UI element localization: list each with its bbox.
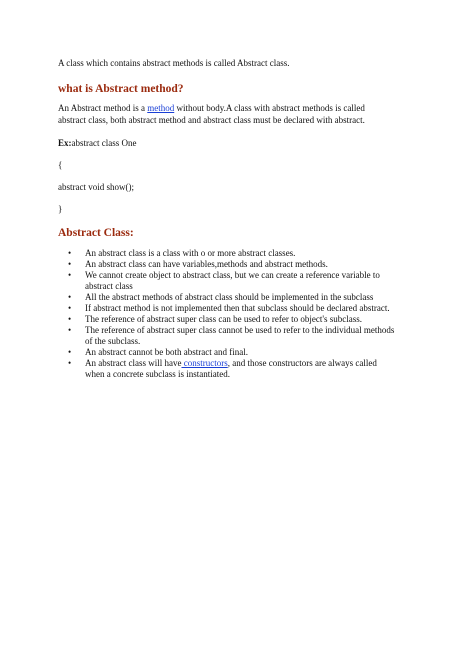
list-item-continuation: abstract class	[85, 281, 133, 291]
example-line	[58, 138, 136, 149]
list-item-text: An abstract class is a class with o or more abstract classes.	[85, 248, 296, 258]
example-method-line: abstract void show();	[58, 182, 134, 192]
heading-abstract-class: Abstract Class:	[58, 227, 134, 239]
paragraph-text-before-link: An Abstract method is a	[58, 103, 148, 113]
example-code-line: abstract class One	[71, 138, 137, 148]
list-item-text: An abstract cannot be both abstract and final.	[85, 347, 248, 357]
bullet-icon: •	[68, 270, 72, 280]
heading-abstract-method: what is Abstract method?	[58, 83, 184, 95]
list-item-text-before-link: An abstract class will have	[85, 358, 182, 368]
list-item-text: An abstract class can have variables,methods and abstract methods.	[85, 259, 328, 269]
list-item	[68, 347, 428, 358]
list-item-text: If abstract method is not implemented then that subclass should be declared abstract.	[85, 303, 390, 313]
list-item-text: We cannot create object to abstract class, but we can create a reference variable to	[85, 270, 380, 280]
list-item	[68, 303, 428, 314]
list-item	[68, 314, 428, 325]
list-item	[68, 270, 428, 292]
example-label: Ex:	[58, 138, 72, 148]
paragraph-line-1	[58, 103, 365, 114]
list-item-text-after-link: , and those constructors are always called	[227, 358, 377, 368]
constructors-link[interactable]: constructors	[181, 358, 228, 368]
bullet-icon: •	[68, 358, 72, 368]
list-item-text: The reference of abstract super class can be used to refer to object's subclass.	[85, 314, 363, 324]
bullet-icon: •	[68, 248, 72, 258]
list-item	[68, 292, 428, 303]
list-item-text: The reference of abstract super class cannot be used to refer to the individual methods	[85, 325, 395, 335]
list-item	[68, 248, 428, 259]
list-item-continuation: when a concrete subclass is instantiated.	[85, 369, 230, 379]
list-item-text: All the abstract methods of abstract class should be implemented in the subclass	[85, 292, 374, 302]
bullet-icon: •	[68, 314, 72, 324]
bullet-icon: •	[68, 325, 72, 335]
bullet-icon: •	[68, 259, 72, 269]
bullet-icon: •	[68, 292, 72, 302]
close-brace: }	[58, 204, 63, 214]
paragraph-text-after-link: without body.A class with abstract methods is called	[174, 103, 365, 113]
paragraph-line-2: abstract class, both abstract method and abstract class must be declared with abstract.	[58, 115, 365, 125]
bullet-icon: •	[68, 303, 72, 313]
list-item	[68, 325, 428, 347]
abstract-class-bullet-list	[68, 248, 428, 380]
intro-text: A class which contains abstract methods is called Abstract class.	[58, 58, 290, 68]
method-link[interactable]: method	[147, 103, 175, 113]
list-item-continuation: of the subclass.	[85, 336, 141, 346]
list-item	[68, 259, 428, 270]
open-brace: {	[58, 160, 63, 170]
list-item	[68, 358, 428, 380]
bullet-icon: •	[68, 347, 72, 357]
